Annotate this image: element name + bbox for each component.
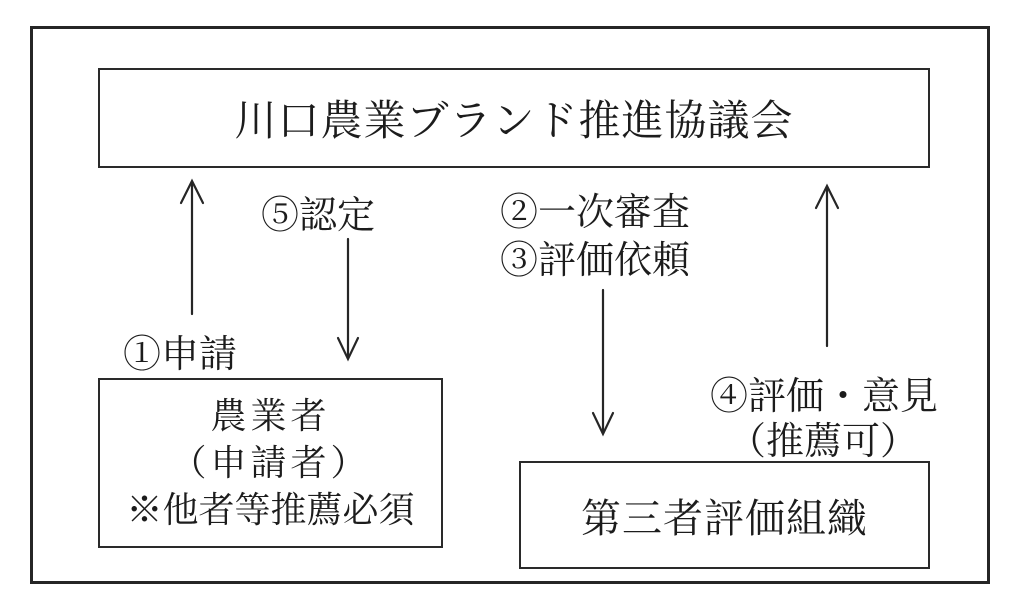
label-step5-certification: ⑤認定 xyxy=(261,195,376,237)
label-step3-evaluation-request: ③評価依頼 xyxy=(500,240,691,282)
arrow-certification-down xyxy=(338,239,358,359)
farmer-box xyxy=(98,378,443,548)
label-step4-group xyxy=(710,375,939,465)
label-step1-application: ①申請 xyxy=(123,334,238,376)
council-box xyxy=(98,68,930,168)
label-steps-2-3-group xyxy=(500,189,690,285)
farmer-box-line2: （申請者） xyxy=(170,442,371,483)
label-step2-first-screening: ②一次審査 xyxy=(500,192,691,234)
label-step4-recommendation-note: （推薦可） xyxy=(727,421,918,463)
council-box-label: 川口農業ブランド推進協議会 xyxy=(234,99,794,145)
farmer-box-line1: 農業者 xyxy=(210,395,331,436)
label-step4-evaluation-opinion: ④評価・意見 xyxy=(710,376,939,418)
evaluator-box-label: 第三者評価組織 xyxy=(581,495,868,541)
arrow-evaluation-request-down xyxy=(593,290,613,434)
arrow-evaluation-opinion-up xyxy=(816,186,838,346)
farmer-box-note-line3: ※他者等推薦必須 xyxy=(126,489,415,530)
third-party-evaluator-box xyxy=(519,461,930,569)
arrow-application-up xyxy=(181,181,203,314)
